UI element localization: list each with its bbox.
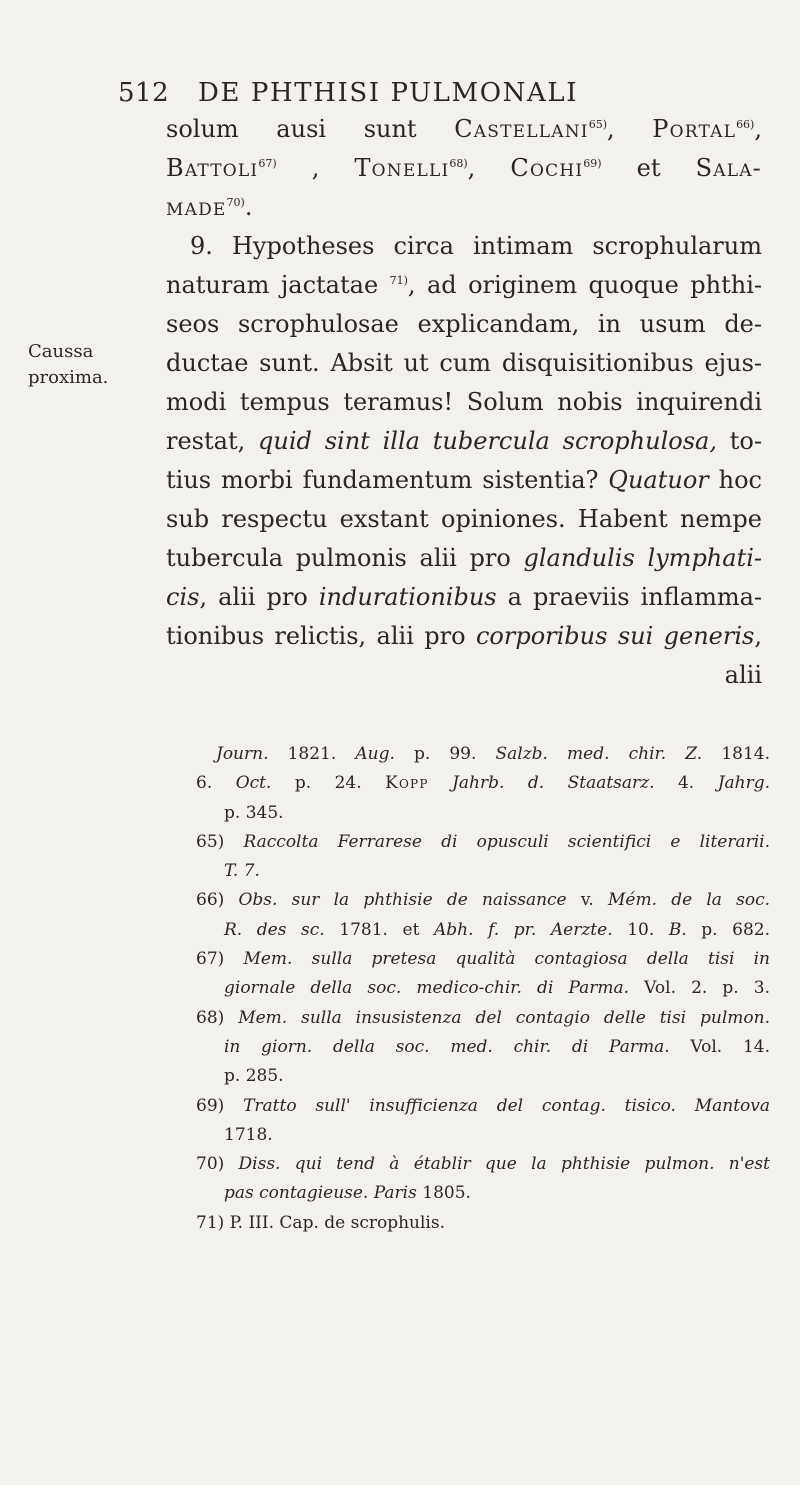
author-name: Castellani — [454, 115, 589, 143]
text-line: cis, alii pro indurationibus a praeviis inflamma- — [166, 583, 763, 611]
text-line: modi tempus teramus! Solum nobis inquirendi — [166, 388, 762, 416]
footnote-line: 1718. — [224, 1124, 273, 1145]
footnote-ref: 66) — [736, 118, 755, 131]
footnote-line: giornale della soc. medico-chir. di Parma. Vol. 2. p. 3. — [224, 978, 770, 999]
footnote-ref: 70) — [226, 196, 245, 209]
margin-note-line-2: proxima. — [28, 367, 109, 388]
footnote-ref: 67) — [258, 157, 277, 170]
main-text — [166, 110, 762, 695]
text-line: tubercula pulmonis alii pro glandulis lymphati- — [166, 544, 762, 572]
text-line: tius morbi fundamentum sistentia? Quatuor hoc — [166, 466, 762, 494]
text-line: sub respectu exstant opiniones. Habent nempe — [166, 505, 762, 533]
text-line: 9. Hypotheses circa intimam scrophularum — [190, 232, 762, 260]
text-line: tionibus relictis, alii pro corporibus sui generis, — [166, 622, 762, 650]
author-name: Battoli — [166, 154, 259, 182]
author-name: Cochi — [510, 154, 584, 182]
margin-note-line-1: Caussa — [28, 341, 94, 362]
footnote-line: p. 345. — [224, 802, 284, 823]
text-line: solum ausi sunt Castellani$^{65)}$, Portal$^{66)}$, — [166, 115, 762, 143]
author-name: made — [166, 193, 227, 221]
footnote-line: 70) Diss. qui tend à établir que la phthisie pulmon. n'est — [196, 1154, 770, 1175]
footnote-line: in giorn. della soc. med. chir. di Parma. Vol. 14. — [224, 1036, 770, 1057]
text-line: restat, quid sint illa tubercula scrophulosa, to- — [166, 427, 762, 455]
footnote-line: 66) Obs. sur la phthisie de naissance v. Mém. de la soc. — [196, 890, 770, 911]
footnote-ref: 68) — [449, 157, 468, 170]
footnote-line: 68) Mem. sulla insusistenza del contagio delle tisi pulmon. — [196, 1007, 771, 1028]
footnote-ref: 71) — [389, 274, 408, 287]
footnote-ref: 65) — [588, 118, 608, 131]
author-name: Tonelli — [354, 154, 450, 182]
author-name: Sala- — [695, 154, 762, 182]
footnote-line: R. des sc. 1781. et Abh. f. pr. Aerzte. 10. B. p. 682. — [224, 919, 771, 940]
footnote-line: pas contagieuse. Paris 1805. — [224, 1183, 471, 1204]
text-line: seos scrophulosae explicandam, in usum de- — [166, 310, 762, 338]
author-name: Portal — [652, 115, 737, 143]
footnote-line: T. 7. — [224, 861, 260, 882]
footnote-line: 67) Mem. sulla pretesa qualità contagiosa della tisi in — [196, 949, 770, 970]
footnote-line: 6. Oct. p. 24. Kopp Jahrb. d. Staatsarz. 4. Jahrg. — [196, 773, 770, 794]
footnote-line: 65) Raccolta Ferrarese di opusculi scientifici e literarii. — [196, 831, 771, 852]
footnote-line: p. 285. — [224, 1066, 284, 1087]
text-line: naturam jactatae $^{71)}$, ad originem quoque phthi- — [166, 271, 763, 299]
footnote-line: Journ. 1821. Aug. p. 99. Salzb. med. chir. Z. 1814. — [216, 744, 770, 764]
footnote-line: 71) P. III. Cap. de scrophulis. — [196, 1212, 445, 1233]
footnote-line: 69) Tratto sull' insufficienza del contag. tisico. Mantova — [196, 1095, 771, 1116]
running-title: DE PHTHISI PULMONALI — [198, 78, 579, 108]
footnotes — [196, 740, 770, 1238]
text-line: Battoli$^{67)}$ , Tonelli$^{68)}$, Cochi$^{69)}$ et Sala- — [166, 154, 762, 182]
text-line: made$^{70)}$. — [166, 193, 253, 221]
footnote-ref: 69) — [583, 157, 602, 170]
text-line: ductae sunt. Absit ut cum disquisitionibus ejus- — [166, 349, 762, 377]
page-number: 512 — [118, 78, 170, 108]
catchword: alii — [724, 661, 762, 689]
